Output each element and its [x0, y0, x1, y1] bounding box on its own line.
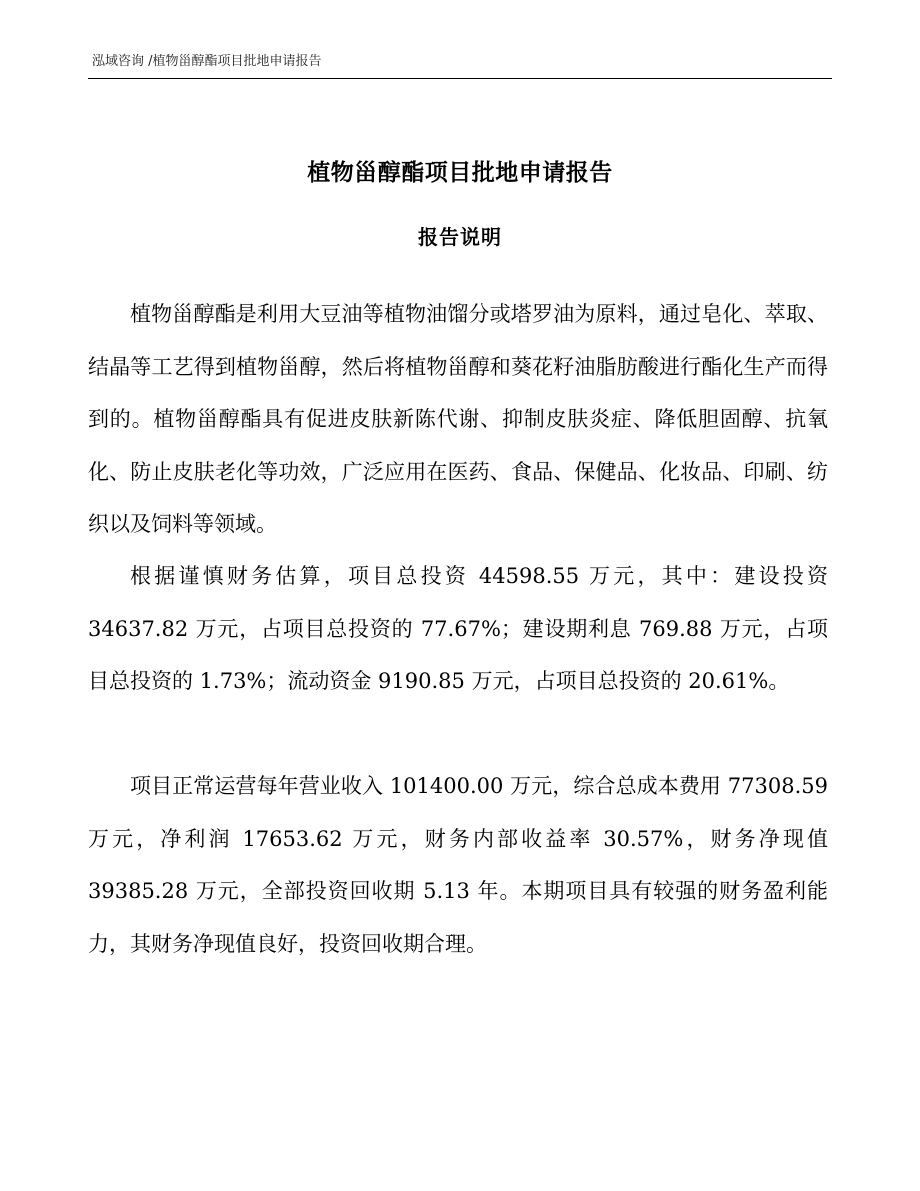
paragraph-financial-performance: 项目正常运营每年营业收入 101400.00 万元，综合总成本费用 77308.59 万元，净利润 17653.62 万元，财务内部收益率 30.57%，财务净现值 39385.28 万元，全部投资回收期 5.13 年。本期项目具有较强的财务盈利能力，其财务净现值良好，投资回收期合理。 — [88, 774, 828, 956]
header-divider — [88, 78, 832, 79]
document-title: 植物甾醇酯项目批地申请报告 — [307, 160, 613, 186]
section-heading: 报告说明 — [418, 225, 502, 249]
paragraph-product-description: 植物甾醇酯是利用大豆油等植物油馏分或塔罗油为原料，通过皂化、萃取、结晶等工艺得到植物甾醇，然后将植物甾醇和葵花籽油脂肪酸进行酯化生产而得到的。植物甾醇酯具有促进皮肤新陈代谢、抑制皮肤炎症、降低胆固醇、抗氧化、防止皮肤老化等功效，广泛应用在医药、食品、保健品、化妆品、印刷、纺织以及饲料等领域。 — [88, 302, 828, 536]
paragraph-investment-estimate: 根据谨慎财务估算，项目总投资 44598.55 万元，其中：建设投资 34637.82 万元，占项目总投资的 77.67%；建设期利息 769.88 万元，占项目总投资的 1.73%；流动资金 9190.85 万元，占项目总投资的 20.61%。 — [88, 564, 828, 693]
running-header: 泓域咨询 /植物甾醇酯项目批地申请报告 — [92, 54, 322, 69]
